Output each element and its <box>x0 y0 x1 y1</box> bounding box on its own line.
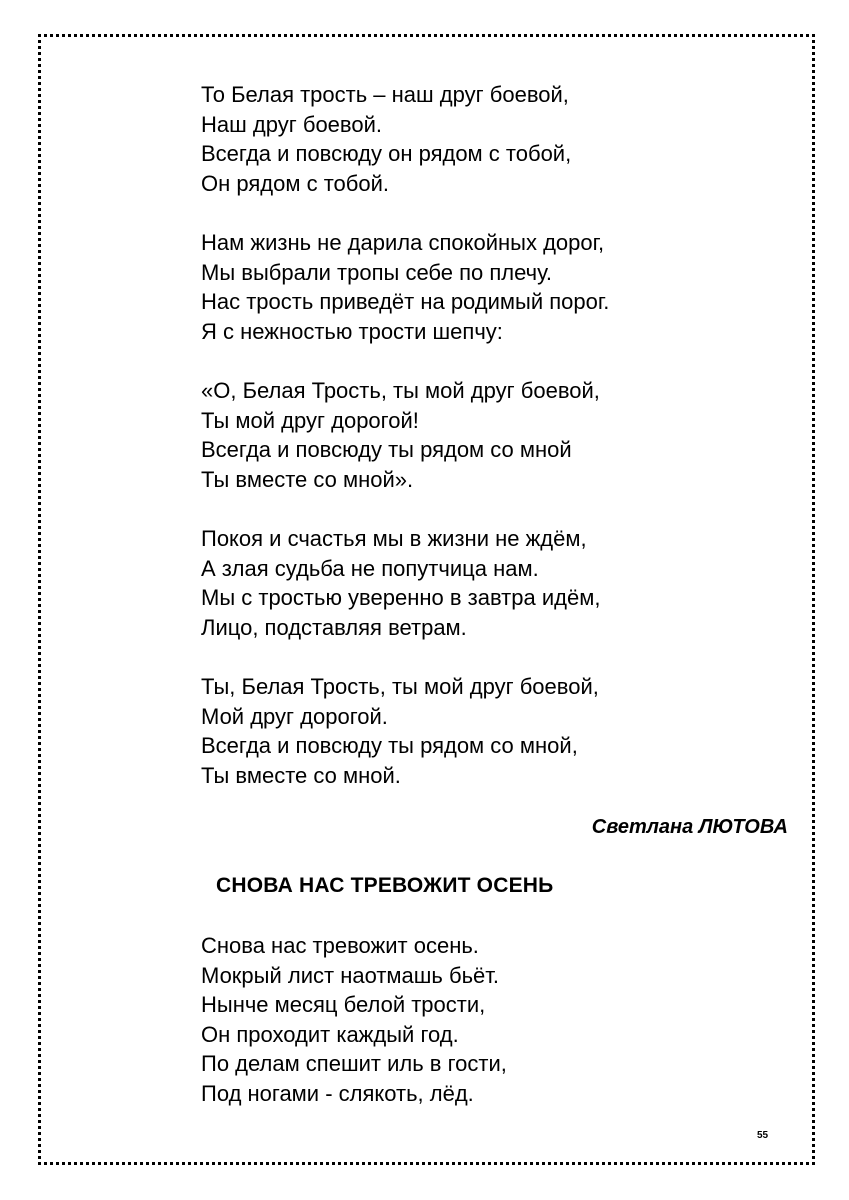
poem-line: Снова нас тревожит осень. <box>201 933 479 958</box>
author-signature: Светлана ЛЮТОВА <box>591 816 788 838</box>
stanza <box>201 672 761 790</box>
second-poem-body <box>201 931 761 1108</box>
poem-line: Ты, Белая Трость, ты мой друг боевой, <box>201 674 599 699</box>
poem-line: Нас трость приведёт на родимый порог. <box>201 289 610 314</box>
poem-line: Под ногами - слякоть, лёд. <box>201 1080 474 1106</box>
poem-line: Он рядом с тобой. <box>201 170 389 196</box>
poem-line: Всегда и повсюду ты рядом со мной <box>201 437 572 462</box>
poem-line: Нынче месяц белой трости, <box>201 992 486 1017</box>
poem-body <box>201 80 761 820</box>
poem-title: СНОВА НАС ТРЕВОЖИТ ОСЕНЬ <box>216 874 554 897</box>
stanza <box>201 524 761 642</box>
poem-line: Покоя и счастья мы в жизни не ждём, <box>201 526 587 551</box>
poem-line: По делам спешит иль в гости, <box>201 1051 507 1076</box>
poem-line: А злая судьба не попутчица нам. <box>201 555 539 581</box>
poem-line: Мокрый лист наотмашь бьёт. <box>201 962 500 988</box>
poem-line: Всегда и повсюду он рядом с тобой, <box>201 141 572 166</box>
page-number: 55 <box>757 1130 769 1141</box>
poem-line: Ты вместе со мной. <box>201 762 401 788</box>
poem-line: Мы выбрали тропы себе по плечу. <box>201 259 553 285</box>
stanza <box>201 80 761 198</box>
poem-line: Мы с тростью уверенно в завтра идём, <box>201 585 601 610</box>
poem-line: Всегда и повсюду ты рядом со мной, <box>201 733 578 758</box>
stanza <box>201 376 761 494</box>
poem-line: Наш друг боевой. <box>201 111 382 137</box>
poem-line: Лицо, подставляя ветрам. <box>201 614 467 640</box>
poem-line: То Белая трость – наш друг боевой, <box>201 82 569 107</box>
poem-line: Он проходит каждый год. <box>201 1021 459 1047</box>
poem-line: Нам жизнь не дарила спокойных дорог, <box>201 230 605 255</box>
stanza <box>201 228 761 346</box>
poem-line: «О, Белая Трость, ты мой друг боевой, <box>201 378 600 403</box>
poem-line: Ты мой друг дорогой! <box>201 407 419 433</box>
poem-line: Ты вместе со мной». <box>201 466 414 492</box>
poem-line: Мой друг дорогой. <box>201 703 388 729</box>
poem-line: Я с нежностью трости шепчу: <box>201 318 503 344</box>
